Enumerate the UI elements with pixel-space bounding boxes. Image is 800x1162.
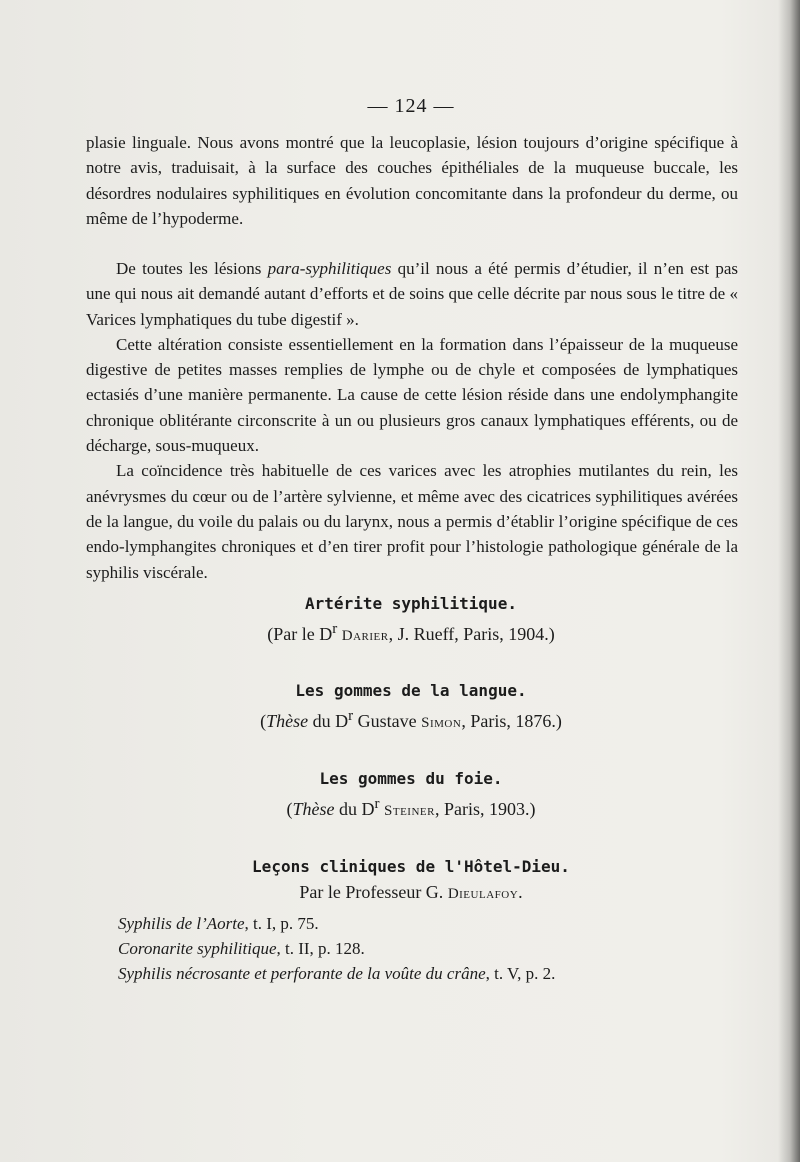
page-edge-shadow <box>778 0 800 1162</box>
citation-mid: du D <box>334 799 375 819</box>
citation-post: , Paris, 1876.) <box>461 711 562 731</box>
reference-title: Syphilis nécrosante et perforante de la voûte du crâne <box>118 964 486 983</box>
citation-sup: r <box>374 796 380 812</box>
citation-italic: Thèse <box>266 711 309 731</box>
citation-author: Darier <box>341 628 389 644</box>
reference-detail: , t. II, p. 128. <box>276 939 365 958</box>
section-citation-gommes-langue <box>0 708 800 732</box>
reference-detail: , t. I, p. 75. <box>244 914 319 933</box>
citation-author: Dieulafoy <box>447 886 519 902</box>
reference-title: Coronarite syphilitique <box>118 939 277 958</box>
paragraph-4: La coïncidence très habituelle de ces varices avec les atrophies mutilantes du rein, les anévrysmes du cœur ou de l’artère sylvienne, et même avec des cicatrices syphilitiques avérées de la langue, du voile du palais ou du larynx, nous a permis d’établir l’origine spécifique de ces endo-lymphangites chroniques et d’en tirer profit pour l’histologie pathologique générale de la syphilis viscérale. <box>86 461 738 582</box>
paragraph-3: Cette altération consiste essentiellement en la formation dans l’épaisseur de la muqueuse digestive de petites masses remplies de lymphe ou de chyle et composées de lymphatiques ectasiés d’une manière permanente. La cause de cette lésion réside dans une endolymphangite chronique oblitérante circonscrite à un ou plusieurs gros canaux lymphatiques efférents, ou de décharge, sous-muqueux. <box>86 334 738 456</box>
citation-sup: r <box>332 621 338 637</box>
citation-italic: Thèse <box>292 799 335 819</box>
reference-item <box>118 961 738 986</box>
reference-item <box>118 936 738 961</box>
section-heading-arterite: Artérite syphilitique. <box>305 594 517 613</box>
reference-detail: , t. V, p. 2. <box>485 964 556 983</box>
citation-post: , Paris, 1903.) <box>434 799 536 819</box>
main-text-block <box>86 256 738 585</box>
citation-author: Steiner <box>384 803 435 819</box>
section-heading-lecons-cliniques: Leçons cliniques de l'Hôtel-Dieu. <box>252 857 570 876</box>
citation-sup: r <box>348 708 354 724</box>
section-citation-lecons-cliniques <box>0 882 800 903</box>
paragraph-2-end: qu’il nous a été permis d’étudier, il n’en est pas une qui nous ait demandé autant d’efforts et de soins que celle décrite par nous sous le titre de « Varices lymphatiques du tube digestif ». <box>86 259 738 329</box>
paragraph-1 <box>86 130 738 231</box>
paragraph-2-italic: para-syphilitiques <box>267 259 392 278</box>
citation-mid2: Gustave <box>353 711 422 731</box>
citation-pre: ( <box>286 799 293 819</box>
section-citation-gommes-foie <box>0 796 800 820</box>
citation-pre: Par le Professeur G. <box>299 882 448 902</box>
paragraph-1-text: plasie linguale. Nous avons montré que la leucoplasie, lésion toujours d’origine spécifique à notre avis, traduisait, à la surface des couches épithéliales de la muqueuse buccale, les désordres nodulaires syphilitiques en évolution concomitante dans la profondeur du derme, ou même de l’hypoderme. <box>86 133 738 228</box>
section-heading-gommes-langue: Les gommes de la langue. <box>295 681 527 700</box>
section-citation-arterite <box>0 621 800 645</box>
reference-item <box>118 911 738 936</box>
section-heading-gommes-foie: Les gommes du foie. <box>319 769 503 788</box>
citation-pre: (Par le D <box>267 624 333 644</box>
reference-title: Syphilis de l’Aorte <box>118 914 245 933</box>
page-number: — 124 — <box>367 95 455 117</box>
paragraph-2-start: De toutes les lésions <box>116 259 268 278</box>
citation-post: , J. Rueff, Paris, 1904.) <box>388 624 555 644</box>
citation-post: . <box>518 882 523 902</box>
paragraph-2 <box>86 256 738 332</box>
citation-mid: du D <box>308 711 349 731</box>
reference-list <box>118 911 738 986</box>
citation-pre: ( <box>260 711 267 731</box>
citation-author: Simon <box>421 715 462 731</box>
